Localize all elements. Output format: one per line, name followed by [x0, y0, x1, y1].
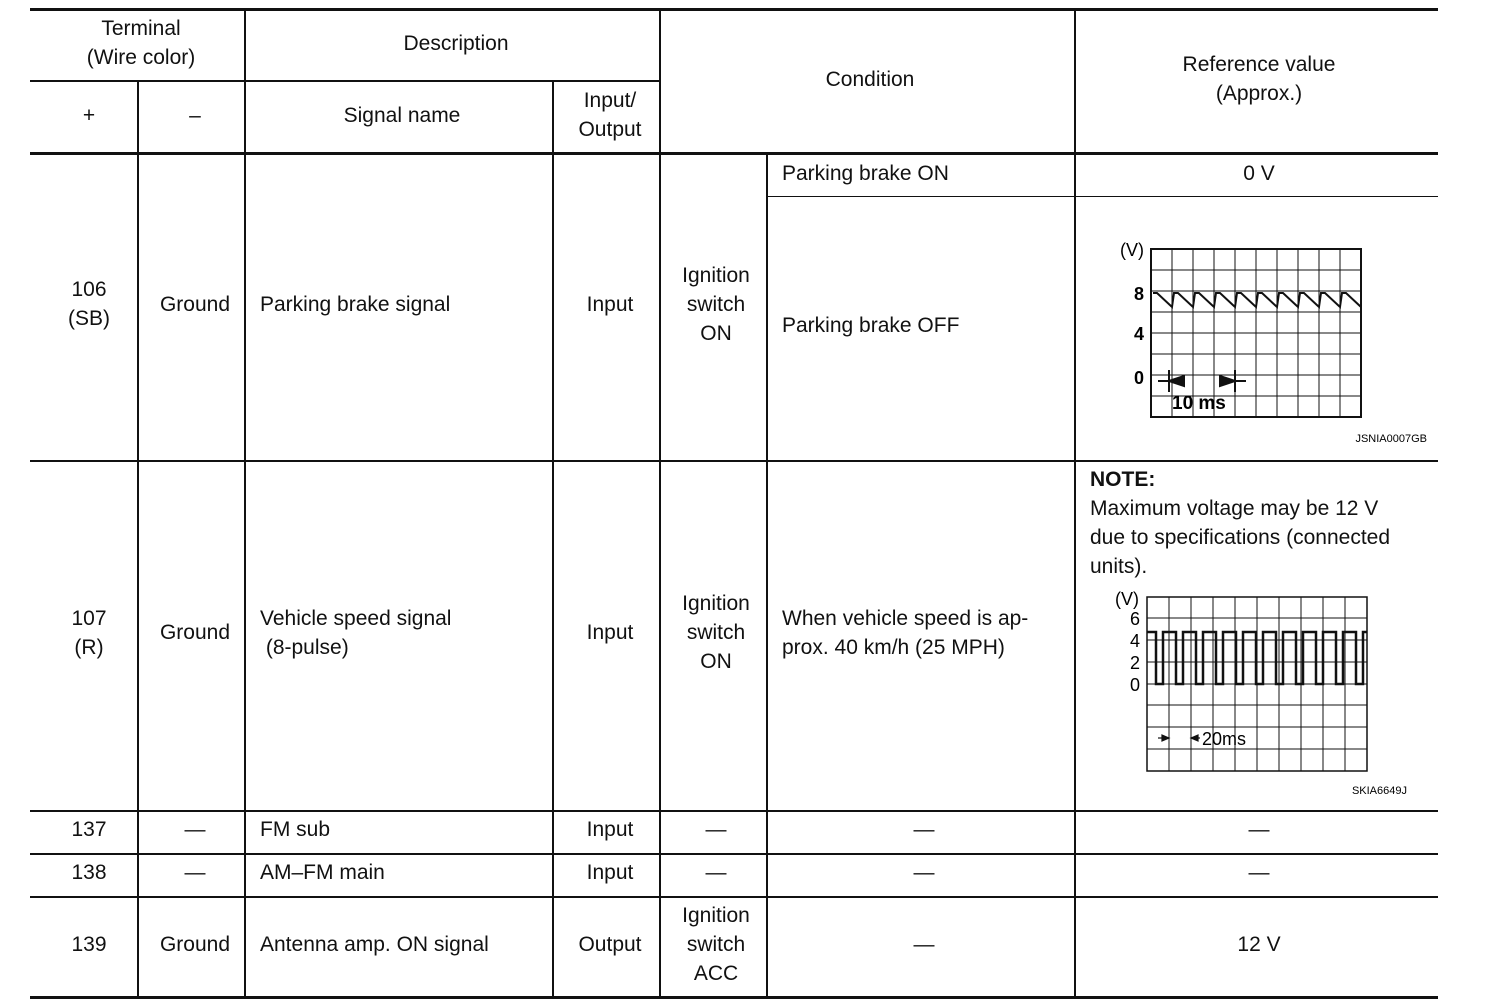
reference-value: 12 V — [1237, 933, 1281, 956]
input-output: Input — [586, 621, 634, 644]
terminal-number: 139 — [71, 933, 107, 956]
y-tick-label: 4 — [1134, 324, 1145, 344]
time-division-label: 10 ms — [1172, 393, 1226, 414]
condition-detail: — — [913, 818, 935, 841]
input-output: Output — [578, 933, 642, 956]
signal-name: Vehicle speed signal — [260, 607, 452, 630]
header-io-line2: Output — [578, 118, 642, 141]
input-output: Input — [586, 861, 634, 884]
sub-condition: Parking brake OFF — [782, 314, 960, 337]
input-output: Input — [586, 293, 634, 316]
y-tick-label: 6 — [1130, 609, 1141, 629]
y-axis-unit: (V) — [1115, 589, 1139, 609]
condition-detail: When vehicle speed is ap- — [782, 607, 1029, 630]
note-text: units). — [1090, 555, 1148, 578]
figure-id: JSNIA0007GB — [1355, 433, 1427, 445]
minus-terminal: Ground — [159, 621, 231, 644]
sub-condition: Parking brake ON — [782, 162, 949, 185]
header-signal-name: Signal name — [343, 104, 461, 127]
condition-state: ON — [700, 650, 732, 673]
header-wire-color: (Wire color) — [86, 46, 196, 69]
y-tick-label: 0 — [1134, 368, 1145, 388]
header-description: Description — [403, 32, 509, 55]
wire-color: (SB) — [68, 307, 110, 330]
wire-color: (R) — [74, 636, 104, 659]
minus-terminal: Ground — [159, 933, 231, 956]
signal-name: AM–FM main — [260, 861, 385, 884]
condition-switch: switch — [686, 621, 746, 644]
header-reference-value: Reference value — [1182, 53, 1336, 76]
signal-name: Parking brake signal — [260, 293, 451, 316]
signal-name: FM sub — [260, 818, 331, 841]
condition-state: ACC — [693, 962, 739, 985]
time-division-label: 20ms — [1202, 729, 1247, 749]
header-terminal: Terminal — [101, 17, 181, 40]
signal-name: Antenna amp. ON signal — [260, 933, 489, 956]
terminal-number: 138 — [71, 861, 107, 884]
terminal-number: 106 — [71, 278, 107, 301]
y-axis-unit: (V) — [1120, 240, 1144, 260]
note-text: Maximum voltage may be 12 V — [1090, 497, 1379, 520]
minus-terminal: — — [184, 861, 206, 884]
y-tick-label: 8 — [1134, 284, 1145, 304]
input-output: Input — [586, 818, 634, 841]
terminal-number: 137 — [71, 818, 107, 841]
reference-value: — — [1248, 861, 1270, 884]
header-approx: (Approx.) — [1215, 82, 1303, 105]
y-tick-label: 2 — [1130, 653, 1141, 673]
y-tick-label: 0 — [1130, 675, 1141, 695]
condition-ignition: Ignition — [682, 904, 750, 927]
header-condition: Condition — [825, 68, 915, 91]
condition-ignition: — — [705, 861, 727, 884]
condition-ignition: Ignition — [682, 592, 750, 615]
terminal-number: 107 — [71, 607, 107, 630]
condition-detail: — — [913, 861, 935, 884]
figure-id: SKIA6649J — [1351, 785, 1407, 797]
condition-detail: prox. 40 km/h (25 MPH) — [782, 636, 1005, 659]
condition-switch: switch — [686, 293, 746, 316]
minus-terminal: — — [184, 818, 206, 841]
note-text: due to specifications (connected — [1090, 526, 1391, 549]
header-minus: – — [189, 104, 201, 127]
condition-detail: — — [913, 933, 935, 956]
waveform-parking-brake — [1110, 232, 1440, 450]
condition-state: ON — [700, 322, 732, 345]
minus-terminal: Ground — [159, 293, 231, 316]
header-io-line1: Input/ — [583, 89, 637, 112]
reference-value: — — [1248, 818, 1270, 841]
condition-switch: switch — [686, 933, 746, 956]
condition-ignition: — — [705, 818, 727, 841]
header-plus: + — [82, 104, 96, 127]
condition-ignition: Ignition — [682, 264, 750, 287]
y-tick-label: 4 — [1130, 631, 1141, 651]
note-title: NOTE: — [1090, 468, 1156, 491]
reference-value: 0 V — [1243, 162, 1275, 185]
signal-name-detail: (8-pulse) — [260, 636, 349, 659]
waveform-vehicle-speed — [1110, 585, 1440, 800]
